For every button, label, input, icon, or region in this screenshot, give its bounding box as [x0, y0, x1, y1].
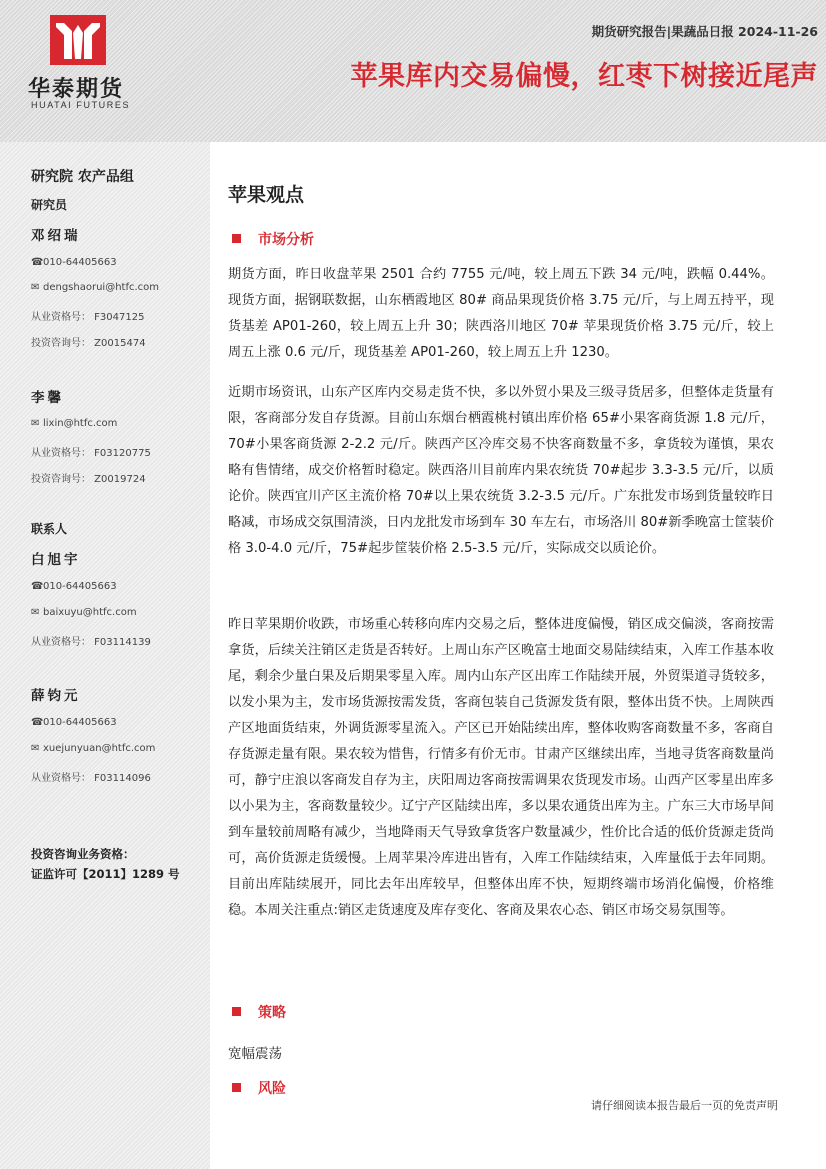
contact-license: 从业资格号： F03114096: [31, 773, 151, 784]
bullet-square-icon: [232, 1083, 241, 1092]
email-icon: ✉: [31, 418, 40, 429]
contact-phone: ☎010-64405663: [31, 581, 117, 592]
researcher-phone: ☎010-64405663: [31, 257, 117, 268]
phone-icon: ☎: [31, 581, 44, 592]
researcher-license: 从业资格号： F03120775: [31, 448, 151, 459]
bullet-square-icon: [232, 1007, 241, 1016]
paragraph-futures-spot: 期货方面，昨日收盘苹果 2501 合约 7755 元/吨，较上周五下跌 34 元/吨，跌幅 0.44%。现货方面，据钢联数据，山东栖霞地区 80# 商品果现货价格 3.75 元/斤，与上周五持平，现货基差 AP01-260，较上周五上升 30；陕西洛川地区 70# 苹果现货价格 3.75 元/斤，较上周五上涨 0.6 元/斤，现货基差 AP01-260，较上周五上升 1230。: [228, 267, 774, 360]
report-header: [0, 0, 826, 142]
contact-email[interactable]: ✉ xuejunyuan@htfc.com: [31, 743, 156, 754]
report-title: 苹果库内交易偏慢，红枣下树接近尾声: [350, 61, 818, 92]
researcher-consult-license: 投资咨询号： Z0015474: [31, 338, 146, 349]
contact-name: 薛钧元: [31, 688, 81, 704]
company-name-en: HUATAI FUTURES: [31, 100, 131, 110]
contact-email[interactable]: ✉ baixuyu@htfc.com: [31, 607, 137, 618]
market-analysis-heading: 市场分析: [228, 229, 314, 249]
email-icon: ✉: [31, 743, 40, 754]
contact-label: 联系人: [31, 522, 68, 536]
huatai-logo-icon: [50, 15, 106, 65]
disclaimer-note: 请仔细阅读本报告最后一页的免责声明: [591, 1099, 778, 1112]
researcher-license: 从业资格号： F3047125: [31, 312, 145, 323]
paragraph-market-review: 昨日苹果期价收跌，市场重心转移向库内交易之后，整体进度偏慢，销区成交偏淡，客商按需拿货，后续关注销区走货是否转好。上周山东产区晚富士地面交易陆续结束，入库工作基本收尾，剩余少量白果及后期果零星入库。周内山东产区出库工作陆续开展，外贸渠道寻货较多，以发小果为主，发市场货源按需发货，客商包装自己货源发货有限，整体出货不快。上周陕西产区地面货结束，外调货源零星流入。产区已开始陆续出库，整体收购客商数量不多，客商自存货源走量有限。果农较为惜售，行情多有价无市。甘肃产区继续出库，当地寻货客商数量尚可，静宁庄浪以客商发自存为主，庆阳周边客商按需调果农货现发市场。山西产区零星出库多以小果为主，客商数量较少。辽宁产区陆续出库，多以果农通货出库为主。广东三大市场早间到车量较前周略有减少，当地降雨天气导致拿货客户数量减少，性价比合适的低价货源走货尚可，高价货源走货缓慢。上周苹果冷库进出皆有，入库工作陆续结束，入库量低于去年同期。目前出库陆续展开，同比去年出库较早，但整体出库不快，短期终端市场消化偏慢，价格维稳。本周关注重点:销区走货速度及库存变化、客商及果农心态、销区市场交易氛围等。: [228, 617, 774, 918]
qualification-label: 投资咨询业务资格：: [31, 847, 135, 861]
strategy-heading: 策略: [228, 1002, 286, 1022]
department: 研究院 农产品组: [31, 169, 134, 185]
phone-icon: ☎: [31, 717, 44, 728]
report-meta: 期货研究报告|果蔬品日报 2024-11-26: [591, 24, 818, 39]
contact-phone: ☎010-64405663: [31, 717, 117, 728]
author-sidebar: [0, 142, 210, 1169]
phone-icon: ☎: [31, 257, 44, 268]
bullet-square-icon: [232, 234, 241, 243]
researcher-label: 研究员: [31, 198, 68, 212]
researcher-email[interactable]: ✉ dengshaorui@htfc.com: [31, 282, 160, 293]
qualification-license: 证监许可【2011】1289 号: [31, 867, 180, 881]
paragraph-market-news: 近期市场资讯，山东产区库内交易走货不快，多以外贸小果及三级寻货居多，但整体走货量有限，客商部分发自存货源。目前山东烟台栖霞桃村镇出库价格 65#小果客商货源 1.8 元/斤，70#小果客商货源 2-2.2 元/斤。陕西产区冷库交易不快客商数量不多，拿货较为谨慎，果农略有售情绪，成交价格暂时稳定。陕西洛川目前库内果农统货 70#起步 3.3-3.5 元/斤，以质论价。陕西宜川产区主流价格 70#以上果农统货 3.2-3.5 元/斤。广东批发市场到货量较昨日略减，市场成交氛围清淡，日内龙批发市场到车 30 车左右，市场洛川 80#新季晚富士筐装价格 3.0-4.0 元/斤，75#起步筐装价格 2.5-3.5 元/斤，实际成交以质论价。: [228, 385, 774, 556]
researcher-name: 邓绍瑞: [31, 228, 81, 244]
company-name-cn: 华泰期货: [28, 77, 125, 102]
email-icon: ✉: [31, 282, 40, 293]
researcher-email[interactable]: ✉ lixin@htfc.com: [31, 418, 118, 429]
section-title: 苹果观点: [228, 184, 305, 206]
risk-heading: 风险: [228, 1078, 286, 1098]
researcher-consult-license: 投资咨询号： Z0019724: [31, 474, 146, 485]
contact-name: 白旭宇: [31, 552, 81, 568]
researcher-name: 李馨: [31, 390, 64, 406]
contact-license: 从业资格号： F03114139: [31, 637, 151, 648]
email-icon: ✉: [31, 607, 40, 618]
strategy-text: 宽幅震荡: [228, 1046, 282, 1062]
